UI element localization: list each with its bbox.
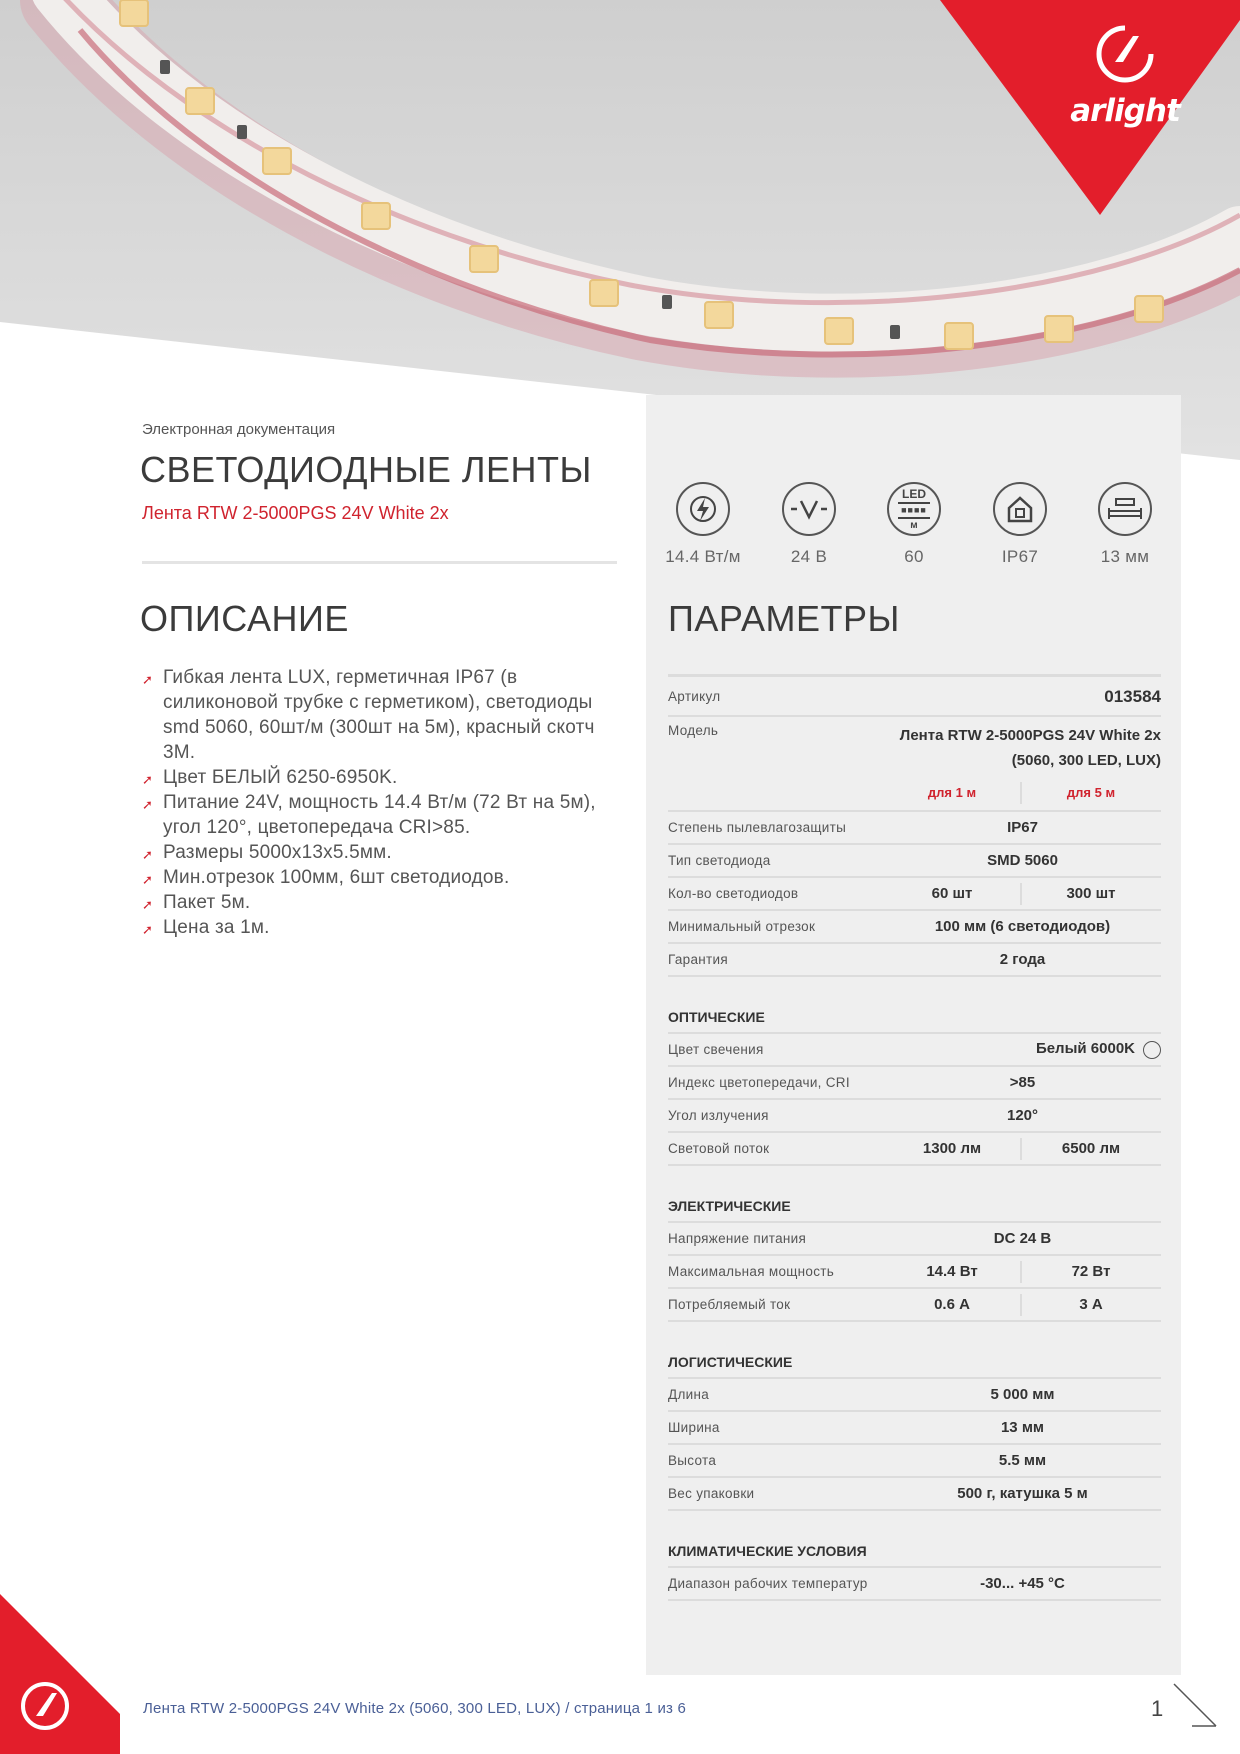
divider [142, 561, 617, 564]
power-icon [676, 482, 730, 536]
voltage-value: 24 В [790, 547, 828, 566]
table-row: Ширина 13 мм [668, 1412, 1161, 1445]
group-title-electrical: ЭЛЕКТРИЧЕСКИЕ [668, 1190, 1161, 1223]
arrow-bullet-icon: ➚ [142, 772, 154, 787]
table-row: Угол излучения 120° [668, 1100, 1161, 1133]
width-value: 13 мм [1100, 547, 1150, 566]
list-item: ➚ Питание 24V, мощность 14.4 Вт/м (72 Вт на 5м), угол 120°, цветопередача CRI>85. [142, 792, 596, 838]
table-row: Степень пылевлагозащиты IP67 [668, 812, 1161, 845]
page-corner-slash [1170, 1680, 1220, 1730]
group-title-climate: КЛИМАТИЧЕСКИЕ УСЛОВИЯ [668, 1535, 1161, 1568]
color-swatch-icon [1143, 1041, 1161, 1059]
brand-name: arlight [1070, 93, 1180, 129]
column-header-5m: для 5 м [1066, 785, 1116, 800]
list-item: ➚ Гибкая лента LUX, герметичная IP67 (в силиконовой трубке с герметиком), светодиоды smd 5060, 60шт/м (300шт на 5м), красный скотч 3М. [142, 667, 595, 763]
spec-icon-led-count [861, 482, 967, 567]
power-value: 14.4 Вт/м [665, 547, 741, 566]
ip-protection-icon [993, 482, 1047, 536]
voltage-icon [782, 482, 836, 536]
table-row: Цвет свечения Белый 6000K [668, 1034, 1161, 1067]
arrow-bullet-icon: ➚ [142, 897, 154, 912]
table-row: Индекс цветопередачи, CRI >85 [668, 1067, 1161, 1100]
arrow-bullet-icon: ➚ [142, 847, 154, 862]
list-item: ➚ Цвет БЕЛЫЙ 6250-6950K. [142, 765, 602, 790]
led-per-meter-icon: LED ■■■■ м [887, 482, 941, 536]
description-title: ОПИСАНИЕ [140, 598, 349, 639]
table-row: Максимальная мощность 14.4 Вт 72 Вт [668, 1256, 1161, 1289]
brand-swoosh-icon [1093, 22, 1157, 86]
doc-label: Электронная документация [142, 421, 336, 438]
group-title-optical: ОПТИЧЕСКИЕ [668, 1001, 1161, 1034]
group-title-logistic: ЛОГИСТИЧЕСКИЕ [668, 1346, 1161, 1379]
brand-logo[interactable] [1050, 22, 1200, 129]
arrow-bullet-icon: ➚ [142, 922, 154, 937]
table-row: Высота 5.5 мм [668, 1445, 1161, 1478]
page-title: СВЕТОДИОДНЫЕ ЛЕНТЫ [140, 449, 592, 490]
column-header-1m: для 1 м [884, 782, 1022, 804]
table-row: Диапазон рабочих температур -30... +45 °C [668, 1568, 1161, 1601]
list-item: ➚ Мин.отрезок 100мм, 6шт светодиодов. [142, 865, 602, 890]
footer-brand-corner [0, 1594, 120, 1754]
product-subtitle: Лента RTW 2-5000PGS 24V White 2x [142, 503, 449, 523]
table-row-article: Артикул 013584 [668, 677, 1161, 717]
spec-icon-power [650, 482, 756, 567]
table-row: Длина 5 000 мм [668, 1379, 1161, 1412]
parameters-table [668, 674, 1161, 1601]
list-item: ➚ Цена за 1м. [142, 915, 602, 940]
table-row-column-headers [668, 775, 1161, 812]
spec-icon-voltage [756, 482, 862, 567]
table-row: Потребляемый ток 0.6 А 3 А [668, 1289, 1161, 1322]
width-icon [1098, 482, 1152, 536]
table-row: Гарантия 2 года [668, 944, 1161, 977]
table-row: Кол-во светодиодов 60 шт 300 шт [668, 878, 1161, 911]
table-row: Минимальный отрезок 100 мм (6 светодиодов) [668, 911, 1161, 944]
spec-icon-ip [967, 482, 1073, 567]
description-list [142, 665, 602, 940]
table-row: Напряжение питания DC 24 В [668, 1223, 1161, 1256]
article-number: 013584 [1104, 686, 1161, 706]
table-row: Вес упаковки 500 г, катушка 5 м [668, 1478, 1161, 1511]
table-row: Световой поток 1300 лм 6500 лм [668, 1133, 1161, 1166]
arrow-bullet-icon: ➚ [142, 672, 154, 687]
page-number: 1 [1151, 1696, 1164, 1721]
table-row: Тип светодиода SMD 5060 [668, 845, 1161, 878]
table-row-model: Модель Лента RTW 2-5000PGS 24V White 2x (5060, 300 LED, LUX) [668, 723, 1161, 769]
parameters-title: ПАРАМЕТРЫ [668, 598, 900, 639]
list-item: ➚ Размеры 5000x13x5.5мм. [142, 840, 602, 865]
footer-text: Лента RTW 2-5000PGS 24V White 2x (5060, 300 LED, LUX) / страница 1 из 6 [143, 1700, 687, 1717]
spec-icon-width [1072, 482, 1178, 567]
list-item: ➚ Пакет 5м. [142, 890, 602, 915]
led-count-value: 60 [904, 547, 924, 566]
ip-value: IP67 [1001, 547, 1039, 566]
arrow-bullet-icon: ➚ [142, 797, 154, 812]
arrow-bullet-icon: ➚ [142, 872, 154, 887]
